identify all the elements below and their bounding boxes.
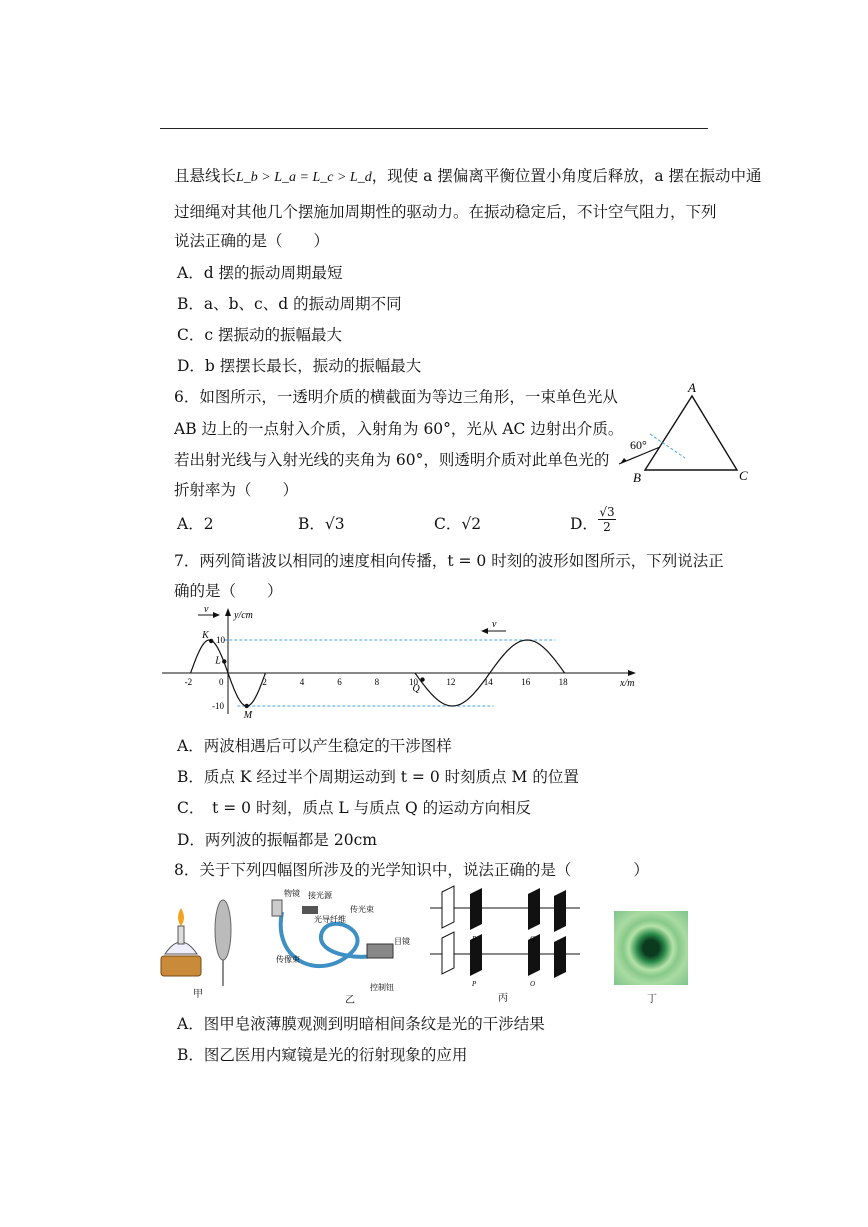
- q8-line1: 8．关于下列四幅图所涉及的光学知识中，说法正确的是（ ）: [174, 861, 649, 879]
- velocity-arrowhead-right: [481, 628, 488, 634]
- x-tick-18: 18: [558, 677, 568, 687]
- polarizer-q-top: [528, 888, 540, 930]
- source-top: [442, 886, 454, 928]
- q6-line2: AB 边上的一点射入介质，入射角为 60°，光从 AC 边射出介质。: [174, 420, 624, 438]
- x-tick-6: 6: [337, 677, 342, 687]
- q8-option-b: B．图乙医用内窥镜是光的衍射现象的应用: [177, 1046, 468, 1064]
- q6-line3: 若出射光线与入射光线的夹角为 60°，则透明介质对此单色光的: [174, 451, 610, 469]
- velocity-label-left: v: [204, 606, 209, 615]
- x-axis-label: x/m: [620, 678, 635, 689]
- q6-option-d: [570, 514, 598, 534]
- point-label-L: L: [215, 655, 221, 667]
- caption-yi: 乙: [345, 995, 355, 1006]
- x-tick-12: 12: [446, 677, 456, 687]
- q6-option-a: A．2: [177, 515, 214, 533]
- velocity-label-right: v: [492, 619, 497, 630]
- wave-points: [201, 630, 425, 718]
- figure-jia: [155, 890, 245, 1000]
- light-source: [302, 906, 318, 914]
- q7-option-a: A．两波相遇后可以产生稳定的干涉图样: [177, 737, 452, 755]
- triangle-shape: [645, 396, 737, 470]
- q6-line1: 6．如图所示，一透明介质的横截面为等边三角形，一束单色光从: [174, 388, 618, 406]
- q6-option-d-numerator: √3: [599, 505, 615, 519]
- caption-bing: 丙: [498, 993, 508, 1004]
- x-tick-14: 14: [483, 677, 493, 687]
- point-label-K: K: [202, 629, 209, 641]
- label-a: A: [688, 380, 696, 395]
- label-b: B: [633, 470, 641, 485]
- label-objective: 物镜: [284, 889, 300, 898]
- q5-option-a: A．d 摆的振动周期最短: [177, 264, 343, 282]
- y-tick--10: -10: [212, 701, 224, 711]
- figure-yi: [262, 882, 412, 994]
- x-tick-2: 2: [262, 677, 267, 687]
- point-Q: [420, 677, 424, 681]
- x-tick-4: 4: [299, 677, 305, 687]
- lamp-wick: [178, 926, 184, 944]
- lamp-base: [161, 956, 201, 976]
- q6-line4: 折射率为（ ）: [174, 481, 299, 499]
- q5-option-d: D．b 摆摆长最长，振动的振幅最大: [177, 357, 422, 375]
- label-p-top: P: [472, 935, 477, 943]
- x-tick-16: 16: [521, 677, 531, 687]
- x-tick--2: -2: [184, 677, 193, 687]
- flame-icon: [178, 908, 184, 926]
- screen-top: [554, 890, 566, 932]
- label-q-bottom: Q: [530, 980, 536, 986]
- figure-bing: [430, 884, 580, 986]
- point-M: [245, 704, 249, 708]
- q5-inequality: L_b > L_a = L_c > L_d: [236, 170, 372, 185]
- y-axis-arrow: [225, 608, 231, 616]
- point-K: [209, 639, 213, 643]
- q5-option-c: C．c 摆振动的振幅最大: [177, 326, 342, 344]
- x-tick-10: 10: [409, 677, 418, 687]
- figure-ding: [614, 911, 688, 985]
- incident-arrow: [620, 458, 627, 464]
- q7-option-c: C． t = 0 时刻，质点 L 与质点 Q 的运动方向相反: [177, 799, 532, 817]
- velocity-arrowhead-left: [213, 612, 220, 618]
- q6-option-c-value: √2: [461, 515, 482, 533]
- x-tick-8: 8: [374, 677, 380, 687]
- q7-line2: 确的是（ ）: [174, 582, 283, 600]
- header-rule: [160, 128, 708, 129]
- q6-option-d-prefix: D．: [570, 515, 598, 533]
- screen-bottom: [554, 936, 566, 978]
- point-L: [222, 659, 226, 663]
- label-fiber: 光导纤维: [314, 915, 346, 924]
- x-tick-0: 0: [219, 677, 224, 687]
- objective-lens: [272, 900, 282, 916]
- label-c: C: [739, 468, 748, 483]
- label-light-source: 接光源: [308, 891, 332, 900]
- q5-option-b: B．a、b、c、d 的振动周期不同: [177, 295, 402, 313]
- q5-line3: 说法正确的是（ ）: [174, 232, 330, 250]
- polarizer-p-top: [470, 888, 482, 930]
- q5-line1: [174, 166, 761, 188]
- label-image-bundle: 传像束: [276, 955, 300, 964]
- y-tick-10: 10: [216, 635, 225, 645]
- label-control: 控制钮: [370, 983, 394, 992]
- label-q-top: Q: [530, 935, 536, 943]
- label-eyepiece: 目镜: [394, 937, 410, 946]
- q6-option-d-fraction: [598, 505, 616, 534]
- triangle-figure: [605, 378, 755, 490]
- label-p-bottom: P: [472, 980, 477, 986]
- q7-option-b: B．质点 K 经过半个周期运动到 t = 0 时刻质点 M 的位置: [177, 768, 579, 786]
- q6-option-b-value: √3: [324, 515, 345, 533]
- q6-option-d-denominator: 2: [603, 520, 611, 534]
- q6-option-b: [298, 514, 345, 534]
- point-label-Q: Q: [412, 683, 420, 695]
- x-axis-arrow: [628, 670, 636, 676]
- q8-option-a: A．图甲皂液薄膜观测到明暗相间条纹是光的干涉结果: [177, 1015, 545, 1033]
- point-label-M: M: [243, 710, 253, 718]
- q5-line2: 过细绳对其他几个摆施加周期性的驱动力。在振动稳定后，不计空气阻力，下列: [174, 203, 717, 221]
- q6-option-c-prefix: C．: [434, 515, 462, 533]
- q5-line1-prefix: 且悬线长: [174, 167, 237, 185]
- q7-line1: 7．两列简谐波以相同的速度相向传播，t = 0 时刻的波形如图所示，下列说法正: [174, 552, 724, 570]
- q7-option-d: D．两列波的振幅都是 20cm: [177, 831, 377, 849]
- caption-ding: 丁: [647, 994, 657, 1005]
- q6-option-c: [434, 514, 481, 534]
- caption-jia: 甲: [193, 989, 203, 1000]
- eyepiece-body: [367, 944, 393, 958]
- q6-option-b-prefix: B．: [298, 515, 325, 533]
- soap-film: [215, 900, 231, 960]
- q5-line1-suffix: ，现使 a 摆偏离平衡位置小角度后释放，a 摆在振动中通: [371, 167, 762, 185]
- label-light-bundle: 传光束: [350, 905, 374, 914]
- y-axis-label: y/cm: [234, 610, 253, 621]
- wave-chart: [158, 606, 648, 718]
- source-bottom: [442, 932, 454, 974]
- angle-label: 60°: [630, 438, 647, 452]
